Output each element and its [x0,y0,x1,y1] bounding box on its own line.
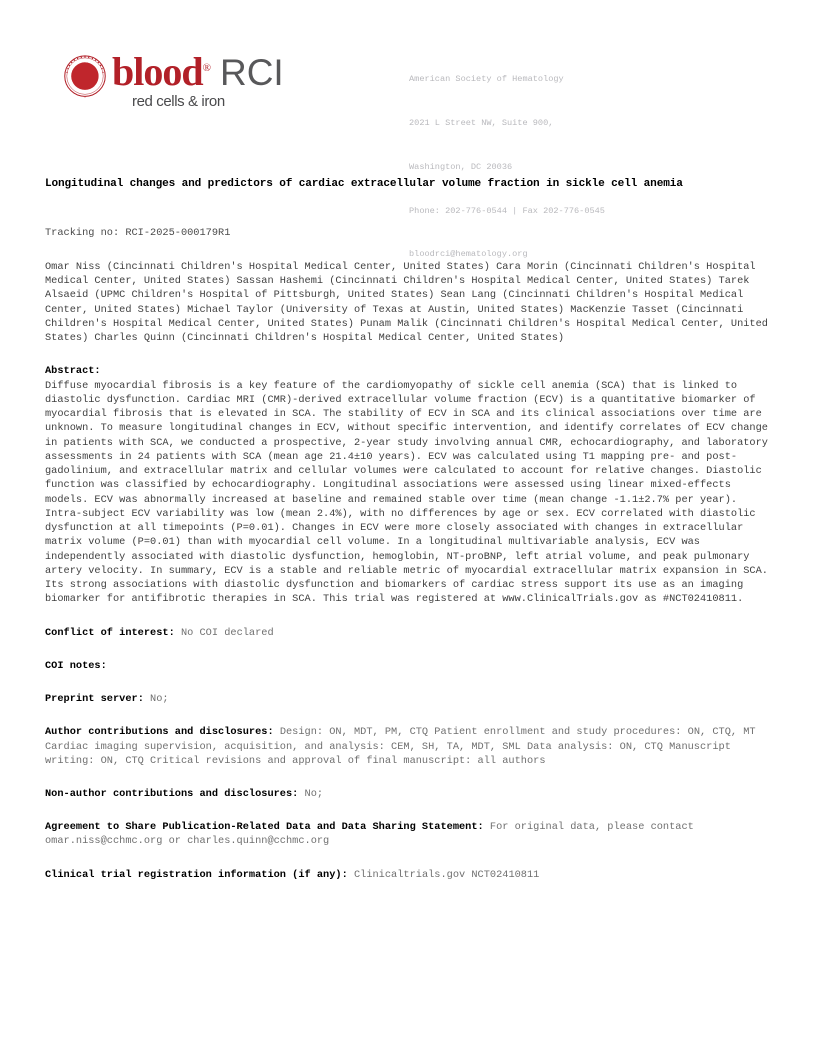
blood-rci-logo [62,49,284,110]
logo-tagline: red cells & iron [132,93,225,110]
address-line-city: Washington, DC 20036 [409,161,513,172]
section-coi-notes [45,659,771,673]
section-preprint-server [45,692,771,706]
wordmark-row [112,49,284,94]
section-separator: : [341,868,354,881]
section-author-contributions [45,725,771,768]
address-line-phone: Phone: 202-776-0544 | Fax 202-776-0545 [409,205,605,216]
section-label: Non-author contributions and disclosures [45,787,293,800]
document-content [45,176,771,882]
section-conflict-of-interest [45,626,771,640]
author-affiliation-list: Omar Niss (Cincinnati Children's Hospital Medical Center, United States) Cara Morin (Cincinnati Children's Hospital Medical Center, United States) Sassan Hashemi (Cincinnati Children's Hospital Medical Center, United States) Tarek Alsaeid (UPMC Children's Hospital of Pittsburgh, United States) Sean Lang (Cincinnati Children's Hospital Medical Center, United States) Michael Taylor (University of Texas at Austin, United States) MacKenzie Tasset (Cincinnati Children's Hospital Medical Center, United States) Punam Malik (Cincinnati Children's Hospital Medical Center, United States) Charles Quinn (Cincinnati Children's Hospital Medical Center, United States) [45,260,768,345]
section-label: Preprint server [45,693,138,706]
section-separator: : [267,726,280,739]
brand-blood-text: blood [112,49,203,94]
svg-text:®: ® [83,95,87,100]
address-line-org: American Society of Hematology [409,74,564,85]
section-separator: : [292,787,305,800]
wordmark [112,49,284,110]
section-label: Conflict of interest [45,626,169,639]
abstract-body: Diffuse myocardial fibrosis is a key feature of the cardiomyopathy of sickle cell anemia (SCA) that is linked to diastolic dysfunction. Cardiac MRI (CMR)-derived extracellular volume fraction (ECV) is a quantitative biomarker of myocardial fibrosis that is elevated in SCA. The stability of ECV in SCA and its clinical associations over time are unknown. To measure longitudinal changes in ECV, without specific intervention, and identify correlates of ECV change in patients with SCA, we conducted a prospective, 2-year study involving annual CMR, echocardiography, and laboratory assessments in 24 patients with SCA (mean age 21.4±10 years). ECV was calculated using T1 mapping pre- and post-gadolinium, and extracellular matrix and cellular volumes were calculated to account for relative changes. Diastolic function was classified by echocardiography. Longitudinal associations were assessed using linear mixed-effects models. ECV was abnormally increased at baseline and remained stable over time (mean change -1.1±2.7% per year). Intra-subject ECV variability was low (mean 2.4%), with no differences by age or sex. ECV correlated with diastolic dysfunction at all timepoints (P=0.01). Changes in ECV were more closely associated with changes in extracellular matrix volume (P=0.01) than with myocardial cell volume. In a longitudinal multivariable analysis, ECV was independently associated with diastolic dysfunction, hemoglobin, NT-proBNP, left atrial volume, and peak pulmonary artery velocity. In summary, ECV is a stable and reliable metric of myocardial extracellular matrix expansion in SCA. Its strong associations with diastolic dysfunction and biomarkers of cardiac stress support its use as an imaging biomarker for antifibrotic therapies in SCA. This trial was registered at www.ClinicalTrials.gov as #NCT02410811. [45,379,768,606]
section-label: Agreement to Share Publication-Related Data and Data Sharing Statement [45,821,478,834]
section-data-sharing-statement [45,820,771,848]
address-line-street: 2021 L Street NW, Suite 900, [409,117,554,128]
section-value: No; [150,693,169,706]
section-value: For original data, please contact omar.niss@cchmc.org or charles.quinn@cchmc.org [45,821,694,848]
section-non-author-contributions [45,787,771,801]
section-value: Design: ON, MDT, PM, CTQ Patient enrollment and study procedures: ON, CTQ, MT Cardiac imaging supervision, acquisition, and analysis: CEM, SH, TA, MDT, SML Data analysis: ON, CTQ Manuscript writing: ON, CTQ Critical revisions and approval of final manuscript: all authors [45,726,756,767]
tracking-number: Tracking no: RCI-2025-000179R1 [45,226,231,239]
registered-trademark-icon: ® [202,62,211,74]
section-separator: : [168,626,181,639]
section-value: No; [304,787,324,800]
abstract-section [45,364,771,606]
section-value: No COI declared [180,626,274,639]
product-rci-text: RCI [219,52,284,93]
section-clinical-trial-registration [45,868,771,882]
abstract-heading: Abstract: [45,365,101,378]
section-label: COI notes [45,659,101,672]
section-separator: : [137,693,151,706]
section-separator: : [477,821,490,834]
section-label: Author contributions and disclosures [45,726,268,739]
section-separator: : [100,659,107,672]
section-value: Clinicaltrials.gov NCT02410811 [353,868,540,881]
address-line-email: bloodrci@hematology.org [409,249,528,260]
section-label: Clinical trial registration information (if any) [45,868,342,881]
american-society-of-hematology-seal-icon [62,54,108,100]
page-title: Longitudinal changes and predictors of cardiac extracellular volume fraction in sickle cell anemia [45,178,683,190]
